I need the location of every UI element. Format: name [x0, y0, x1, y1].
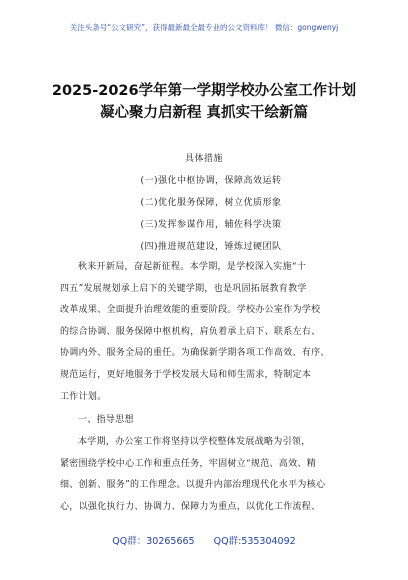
- paragraph-line: 紧密围绕学校中心工作和重点任务，牢固树立“规范、高效、精: [60, 458, 317, 469]
- outline-item: (一)强化中枢协调，保障高效运转: [140, 176, 282, 186]
- outline-item: (三)发挥参谋作用，辅佐科学决策: [140, 220, 282, 230]
- title-line-1: 2025-2026学年第一学期学校办公室工作计划: [51, 83, 357, 99]
- measures-outline: [0, 148, 408, 258]
- section-heading: [60, 410, 350, 432]
- document-title: [0, 80, 408, 124]
- paragraph-line: 的综合协调、服务保障中枢机构，肩负着承上启下、联系左右、: [60, 326, 321, 337]
- paragraph-line: 细、创新、服务”的工作理念。以提升内部治理现代化水平为核心: [60, 480, 326, 491]
- footer: [0, 533, 408, 547]
- outline-heading: 具体措施: [184, 154, 223, 164]
- footer-qq-group-2: QQ群:535304092: [213, 536, 296, 547]
- paragraph-line: 规范运行，更好地服务于学校发展大局和师生需求，特制定本: [60, 369, 312, 380]
- paragraph-line: 秋来开新局，奋起新征程。本学期，是学校深入实施“十: [78, 262, 307, 272]
- paragraph-line: 协调内外、服务全局的重任。为确保新学期各项工作高效、有序、: [60, 348, 330, 359]
- paragraph-line: 四五”发展规划承上启下的关键学期，也是巩固拓展教育教学: [60, 283, 307, 294]
- paragraph-line: 工作计划。: [60, 391, 107, 402]
- intro-paragraph: [60, 257, 350, 408]
- paragraph-line: 心，以强化执行力、协调力、保障力为重点，以优化工作流程、: [60, 501, 321, 512]
- paragraph-line: 本学期，办公室工作将坚持以学校整体发展战略为引领，: [78, 437, 311, 447]
- header-banner: 关注头条号“公文研究”，获得最新最全最专业的公文资料库！ 微信：gongwenyj: [69, 23, 339, 32]
- guiding-paragraph: [60, 432, 350, 518]
- title-line-2: 凝心聚力启新程 真抓实干绘新篇: [99, 105, 309, 121]
- outline-item: (二)优化服务保障，树立优质形象: [140, 198, 282, 208]
- paragraph-line: 改革成果、全面提升治理效能的重要阶段。学校办公室作为学校: [60, 305, 321, 316]
- outline-item: (四)推进规范建设，锤炼过硬团队: [140, 242, 282, 252]
- footer-qq-group-1: QQ群：30265665: [112, 536, 195, 547]
- section-heading-text: 一、指导思想: [78, 415, 134, 425]
